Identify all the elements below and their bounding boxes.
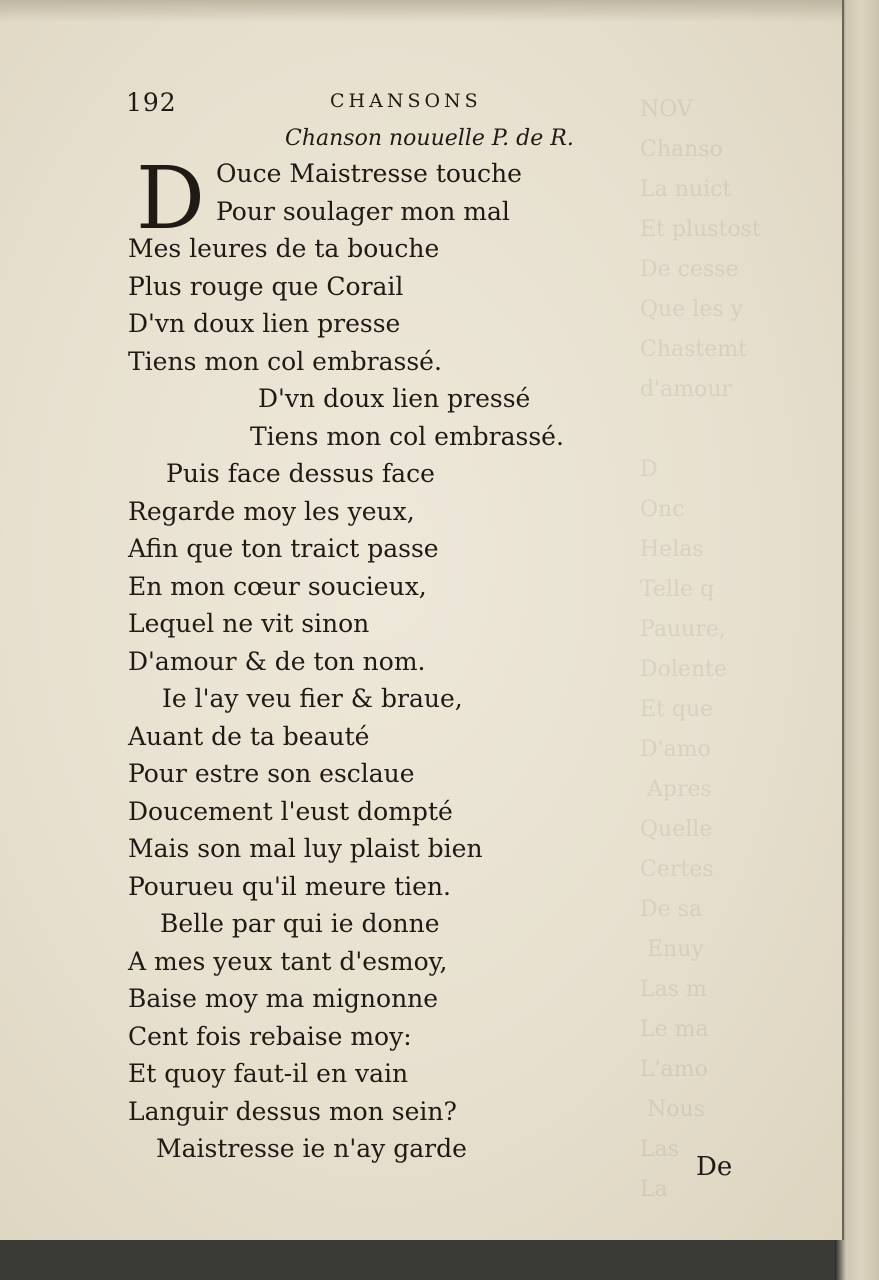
poem-line: Regarde moy les yeux, [128,496,415,526]
poem-line-stanza-start: Puis face dessus face [166,459,435,488]
drop-cap: D [136,149,205,249]
poem-line: En mon cœur soucieux, [128,571,427,601]
poem-line: Pourueu qu'il meure tien. [128,871,451,901]
poem-line: Et quoy faut-il en vain [128,1059,409,1088]
poem-line: Pour soulager mon mal [216,196,510,226]
show-through-text: NOV Chanso La nuict Et plustost De cesse Que les y Chastemt d'amour D Onc Helas Telle q Pauure, Dolente Et que D'amo Apres Quelle Certes De sa Enuy Las m Le ma L'amo Nous Las La [640,97,761,1202]
poem-line-stanza-start: Belle par qui ie donne [160,909,440,938]
running-head: CHANSONS [330,90,482,112]
poem-line: Plus rouge que Corail [128,271,404,301]
poem-line-stanza-start: Ie l'ay veu fier & braue, [162,684,463,713]
poem-line: A mes yeux tant d'esmoy, [128,946,448,976]
poem-line: Mes leures de ta bouche [128,234,440,263]
poem-line-refrain: D'vn doux lien pressé [258,384,531,413]
poem-line: Lequel ne vit sinon [128,609,370,638]
poem-line: D'vn doux lien presse [128,309,401,338]
poem-line: Afin que ton traict passe [128,534,439,563]
page-number: 192 [126,88,177,117]
poem-line: Mais son mal luy plaist bien [128,834,483,863]
poem-line: Languir dessus mon sein? [128,1096,457,1126]
poem-line: Auant de ta beauté [128,721,370,751]
poem-line: Tiens mon col embrassé. [128,346,442,376]
poem-line: Cent fois rebaise moy: [128,1021,412,1051]
poem-line-refrain: Tiens mon col embrassé. [250,421,564,451]
poem-line: Baise moy ma mignonne [128,984,439,1013]
poem-line-stanza-start: Maistresse ie n'ay garde [156,1134,467,1163]
poem-line: Doucement l'eust dompté [128,796,453,826]
song-title: Chanson nouuelle P. de R. [285,126,574,151]
catchword: De [696,1152,733,1182]
poem-line: Ouce Maistresse touche [216,159,522,188]
poem-line: Pour estre son esclaue [128,759,415,788]
poem-line: D'amour & de ton nom. [128,646,426,676]
